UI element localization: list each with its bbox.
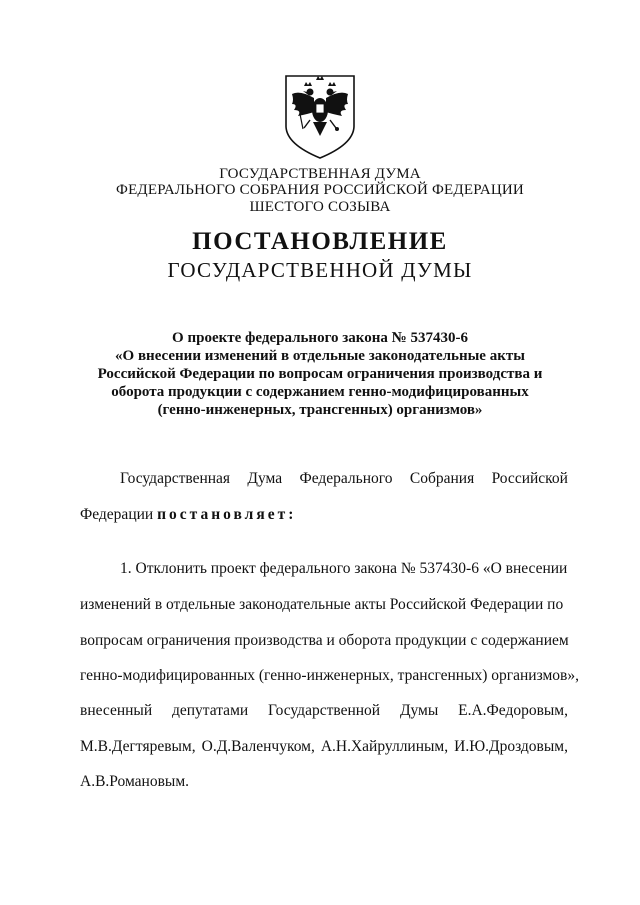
item1-deputy-name: А.Н.Хайруллиным, — [320, 738, 449, 755]
org-header-line-3: ШЕСТОГО СОЗЫВА — [249, 199, 391, 215]
org-header-line-2: ФЕДЕРАЛЬНОГО СОБРАНИЯ РОССИЙСКОЙ ФЕДЕРАЦИИ — [116, 182, 524, 198]
item1-word: Е.А.Федоровым, — [458, 702, 568, 719]
preamble-decrees: постановляет: — [157, 506, 297, 523]
preamble-word: Федерального — [299, 470, 393, 487]
item1-word: Думы — [399, 702, 439, 719]
coat-of-arms-emblem — [280, 70, 360, 160]
item1-line-2: изменений в отдельные законодательные акты Российской Федерации по — [80, 596, 564, 613]
subject-line-3: Российской Федерации по вопросам ограничения производства и — [97, 366, 543, 382]
item1-line-6 — [80, 738, 568, 756]
preamble-line-2 — [80, 506, 568, 524]
item1-line-5 — [80, 702, 568, 720]
preamble-word: Собрания — [409, 470, 475, 487]
item1-deputy-name: О.Д.Валенчуком, — [201, 738, 315, 755]
preamble-line-1 — [120, 470, 568, 488]
org-header-line-1: ГОСУДАРСТВЕННАЯ ДУМА — [219, 166, 421, 182]
subject-line-5: (генно-инженерных, трансгенных) организмов» — [157, 402, 483, 418]
subject-line-1: О проекте федерального закона № 537430-6 — [172, 330, 468, 346]
item1-line-1: 1. Отклонить проект федерального закона № 537430-6 «О внесении — [120, 560, 568, 577]
item1-deputy-name: И.Ю.Дроздовым, — [454, 738, 568, 755]
subject-line-2: «О внесении изменений в отдельные законодательные акты — [115, 348, 525, 364]
item1-word: Государственной — [268, 702, 381, 719]
item1-deputy-name: М.В.Дегтяревым, — [80, 738, 196, 755]
item1-word: внесенный — [80, 702, 153, 719]
document-subtitle: ГОСУДАРСТВЕННОЙ ДУМЫ — [167, 258, 473, 282]
preamble-federation: Федерации — [80, 506, 154, 523]
preamble-word: Российской — [491, 470, 568, 487]
item1-word: депутатами — [171, 702, 249, 719]
item1-line-7: А.В.Романовым. — [80, 773, 190, 790]
item1-line-3: вопросам ограничения производства и оборота продукции с содержанием — [80, 632, 569, 649]
item1-line-4: генно-модифицированных (генно-инженерных, трансгенных) организмов», — [80, 667, 580, 684]
preamble-word: Дума — [247, 470, 283, 487]
document-title: ПОСТАНОВЛЕНИЕ — [192, 228, 448, 255]
preamble-word: Государственная — [120, 470, 231, 487]
subject-line-4: оборота продукции с содержанием генно-модифицированных — [111, 384, 529, 400]
